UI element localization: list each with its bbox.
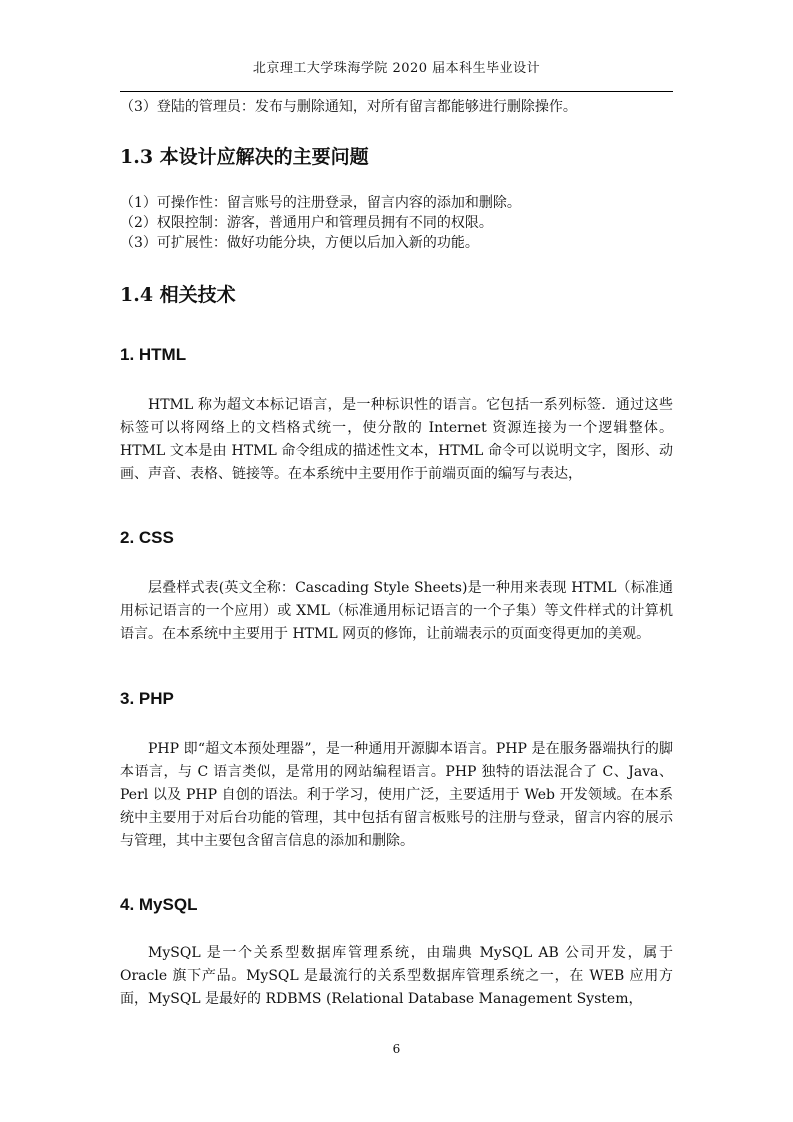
php-paragraph: PHP 即“超文本预处理器”，是一种通用开源脚本语言。PHP 是在服务器端执行的脚本语言，与 C 语言类似，是常用的网站编程语言。PHP 独特的语法混合了 C、Java、Perl 以及 PHP 自创的语法。利于学习，使用广泛，主要适用于 Web 开发领域。在本系统中主要用于对后台功能的管理，其中包括有留言板账号的注册与登录，留言内容的展示与管理，其中主要包含留言信息的添加和删除。 <box>120 741 673 849</box>
header-rule <box>120 91 673 92</box>
mysql-paragraph: MySQL 是一个关系型数据库管理系统，由瑞典 MySQL AB 公司开发，属于 Oracle 旗下产品。MySQL 是最流行的关系型数据库管理系统之一，在 WEB 应用方面，MySQL 是最好的 RDBMS (Relational Database Management System， <box>120 945 673 1007</box>
section-1-4-heading: 1.4 相关技术 <box>120 284 236 306</box>
section-1-3-item-2: （2）权限控制：游客，普通用户和管理员拥有不同的权限。 <box>120 215 493 231</box>
page-header: 北京理工大学珠海学院 2020 届本科生毕业设计 <box>252 61 541 76</box>
css-heading: 2. CSS <box>120 528 174 547</box>
section-1-3-heading: 1.3 本设计应解决的主要问题 <box>120 146 369 168</box>
section-1-3-item-1: （1）可操作性：留言账号的注册登录，留言内容的添加和删除。 <box>120 195 521 211</box>
intro-line: （3）登陆的管理员：发布与删除通知，对所有留言都能够进行删除操作。 <box>120 99 577 115</box>
html-paragraph: HTML 称为超文本标记语言，是一种标识性的语言。它包括一系列标签．通过这些标签可以将网络上的文档格式统一，使分散的 Internet 资源连接为一个逻辑整体。HTML 文本是由 HTML 命令组成的描述性文本，HTML 命令可以说明文字，图形、动画、声音、表格、链接等。在本系统中主要用作于前端页面的编写与表达， <box>120 397 673 482</box>
section-1-3-item-3: （3）可扩展性：做好功能分块，方便以后加入新的功能。 <box>120 235 479 251</box>
mysql-heading: 4. MySQL <box>120 895 198 914</box>
css-paragraph: 层叠样式表(英文全称：Cascading Style Sheets)是一种用来表现 HTML（标准通用标记语言的一个应用）或 XML（标准通用标记语言的一个子集）等文件样式的计算机语言。在本系统中主要用于 HTML 网页的修饰，让前端表示的页面变得更加的美观。 <box>120 580 673 642</box>
html-heading: 1. HTML <box>120 345 187 364</box>
page-number: 6 <box>392 1042 401 1056</box>
php-heading: 3. PHP <box>120 689 174 708</box>
